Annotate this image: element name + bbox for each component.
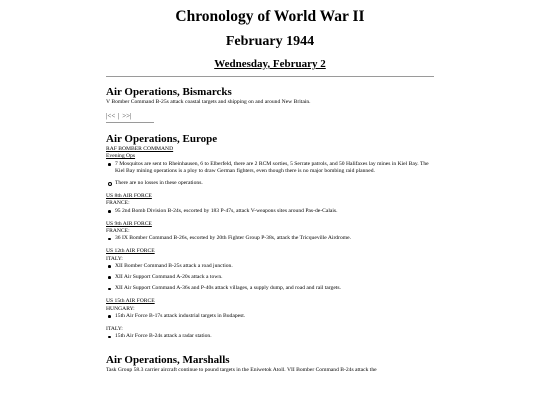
raf-list xyxy=(106,161,436,175)
list-item: 15th Air Force B-24s attack a radar station. xyxy=(106,333,436,340)
nav-separator: | xyxy=(118,112,120,121)
command-15th-link[interactable]: US 15th AIR FORCE xyxy=(106,298,155,305)
nav-row xyxy=(106,112,436,120)
command-12th-link[interactable]: US 12th AIR FORCE xyxy=(106,248,155,255)
divider xyxy=(106,76,434,77)
section-text-bismarcks: V Bomber Command B-25s attack coastal targets and shipping on and around New Britain. xyxy=(106,99,311,105)
country-label: ITALY: xyxy=(106,326,123,333)
list-item: XII Bomber Command B-25s attack a road junction. xyxy=(106,263,436,270)
section-heading-europe: Air Operations, Europe xyxy=(106,133,218,146)
list-item: 36 IX Bomber Command B-26s, escorted by 20th Fighter Group P-38s, attack the Tricqueville Airdrome. xyxy=(106,235,436,242)
list-item: 95 2nd Bomb Division B-24s, escorted by 183 P-47s, attack V-weapons sites around Pas-de-Calais. xyxy=(106,208,436,215)
country-label: FRANCE: xyxy=(106,200,130,207)
list-item: There are no losses in these operations. xyxy=(106,180,436,187)
section-heading-bismarcks: Air Operations, Bismarcks xyxy=(106,86,232,98)
list-item: 15th Air Force B-17s attack industrial targets in Budapest. xyxy=(106,313,436,320)
first-page-link[interactable]: |<< xyxy=(106,112,116,121)
section-heading-marshalls: Air Operations, Marshalls xyxy=(106,354,230,367)
af15-hungary-list xyxy=(106,313,436,320)
main-content xyxy=(106,86,436,375)
page-title: Chronology of World War II xyxy=(175,8,365,25)
next-page-link[interactable]: >>| xyxy=(122,112,132,121)
date-link[interactable]: Wednesday, February 2 xyxy=(214,58,326,70)
af15-italy-list xyxy=(106,333,436,340)
page-subtitle: February 1944 xyxy=(225,34,315,49)
raf-note-list xyxy=(106,180,436,187)
list-item: XII Air Support Command A-36s and P-40s attack villages, a supply dump, and road and rail targets. xyxy=(106,285,436,292)
af9-list xyxy=(106,235,436,242)
country-label: FRANCE: xyxy=(106,228,130,235)
command-9th-link[interactable]: US 9th AIR FORCE xyxy=(106,220,152,227)
evening-ops-link[interactable]: Evening Ops xyxy=(106,153,136,160)
command-8th-link[interactable]: US 8th AIR FORCE xyxy=(106,193,152,200)
list-item: 7 Mosquitos are sent to Rheinhausen, 6 to Elberfeld, there are 2 RCM sorties, 5 Serrate patrols, and 50 Halifaxes lay mines in Kiel Bay. The Kiel Bay mining operations is a ploy to draw German fighters, even though there is no major bombing raid planned. xyxy=(106,161,436,175)
country-label: ITALY: xyxy=(106,255,123,262)
list-item: XII Air Support Command A-20s attack a town. xyxy=(106,274,436,281)
section-text-marshalls: Task Group 58.3 carrier aircraft continue to pound targets in the Eniwetok Atoll. VII Bomber Command B-24s attack the xyxy=(106,367,377,374)
af8-list xyxy=(106,208,436,215)
af12-list xyxy=(106,263,436,293)
command-raf-link[interactable]: RAF BOMBER COMMAND xyxy=(106,146,174,153)
country-label: HUNGARY: xyxy=(106,305,135,312)
